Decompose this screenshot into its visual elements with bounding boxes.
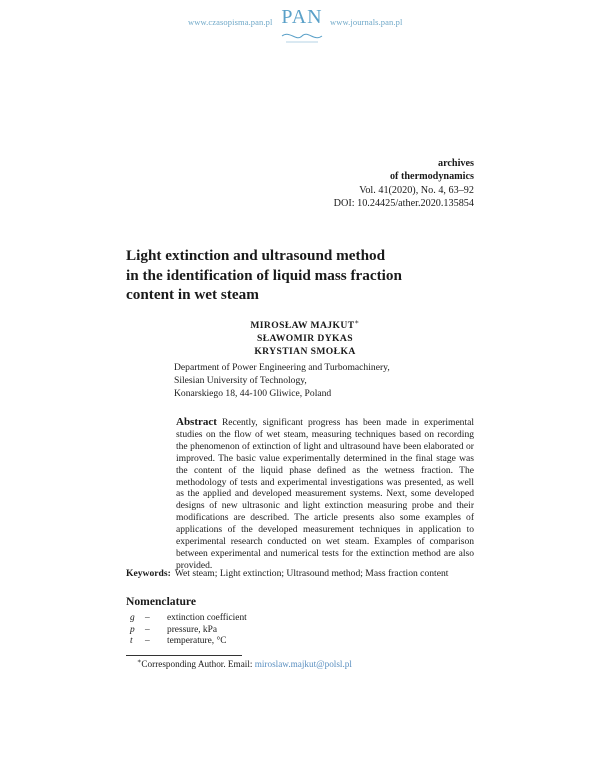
footnote-rule (126, 655, 242, 656)
nomenclature-item (130, 613, 247, 625)
author-2: SŁAWOMIR DYKAS (257, 333, 353, 345)
keywords-label: Keywords: (126, 568, 171, 579)
paper-title (126, 246, 466, 305)
nomenclature-desc: pressure, kPa (167, 624, 217, 635)
footnote-mark: ∗ (137, 658, 142, 665)
nomenclature-symbol: g (130, 613, 135, 623)
pan-logo (276, 6, 328, 46)
journal-name-line2: of thermodynamics (389, 171, 474, 183)
author-1-name: MIROSŁAW MAJKUT (250, 320, 355, 332)
nomenclature-dash: – (145, 613, 150, 623)
title-line1: Light extinction and ultrasound method (126, 247, 386, 264)
keywords-text: Wet steam; Light extinction; Ultrasound method; Mass fraction content (174, 568, 449, 579)
pan-logo-text: PAN (281, 6, 323, 28)
header-url-right[interactable]: www.journals.pan.pl (330, 17, 403, 27)
title-line3: content in wet steam (126, 286, 259, 303)
author-list (190, 316, 420, 358)
nomenclature-desc: extinction coefficient (167, 613, 247, 623)
abstract (176, 417, 474, 572)
nomenclature-symbol: p (130, 624, 135, 635)
corresponding-mark: ∗ (354, 318, 360, 326)
nomenclature-item (130, 636, 247, 648)
abstract-text: Recently, significant progress has been made in experimental studies on the flow of wet steam, measuring techniques based on recording the phenomenon of extinction of light and ultrasound have been elaborated or improved. The basic value experimentally determined in the final stage was the content of the liquid phase defined as the wetness fraction. The methodology of tests and experimental investigations was presented, as well as the applied and developed measurement systems. Next, some developed designs of new ultrasonic and light extinction measuring probe and their modifications are described. The article presents also some examples of applications of the developed measurement techniques in application to experimental research conducted on wet steam. Examples of comparison between experimental and numerical tests for the extinction method are also provided. (176, 417, 474, 571)
header-url-left[interactable]: www.czasopisma.pan.pl (188, 17, 273, 27)
nomenclature-title: Nomenclature (126, 595, 196, 608)
affiliation (174, 361, 390, 400)
journal-info (334, 157, 474, 211)
nomenclature-list (130, 613, 247, 648)
affiliation-line2: Silesian University of Technology, (174, 375, 307, 386)
journal-name-line1: archives (437, 158, 474, 169)
nomenclature-desc: temperature, °C (167, 636, 227, 647)
footnote-text: Corresponding Author. Email: (141, 659, 255, 670)
abstract-label: Abstract (176, 416, 217, 428)
affiliation-line1: Department of Power Engineering and Turbomachinery, (174, 362, 390, 373)
nomenclature-dash: – (145, 636, 150, 647)
logo-flourish-icon (276, 6, 328, 46)
nomenclature-dash: – (145, 624, 150, 635)
affiliation-line3: Konarskiego 18, 44-100 Gliwice, Poland (174, 388, 332, 399)
nomenclature-symbol: t (130, 636, 133, 647)
nomenclature-item (130, 625, 247, 637)
footnote (137, 657, 352, 669)
journal-doi: DOI: 10.24425/ather.2020.135854 (333, 198, 474, 210)
author-1 (190, 316, 420, 332)
footnote-email-link[interactable]: miroslaw.majkut@polsl.pl (254, 659, 352, 670)
keywords (126, 568, 474, 579)
title-line2: in the identification of liquid mass fraction (126, 266, 402, 284)
journal-volume: Vol. 41(2020), No. 4, 63–92 (359, 184, 474, 196)
author-3: KRYSTIAN SMOŁKA (254, 346, 356, 358)
